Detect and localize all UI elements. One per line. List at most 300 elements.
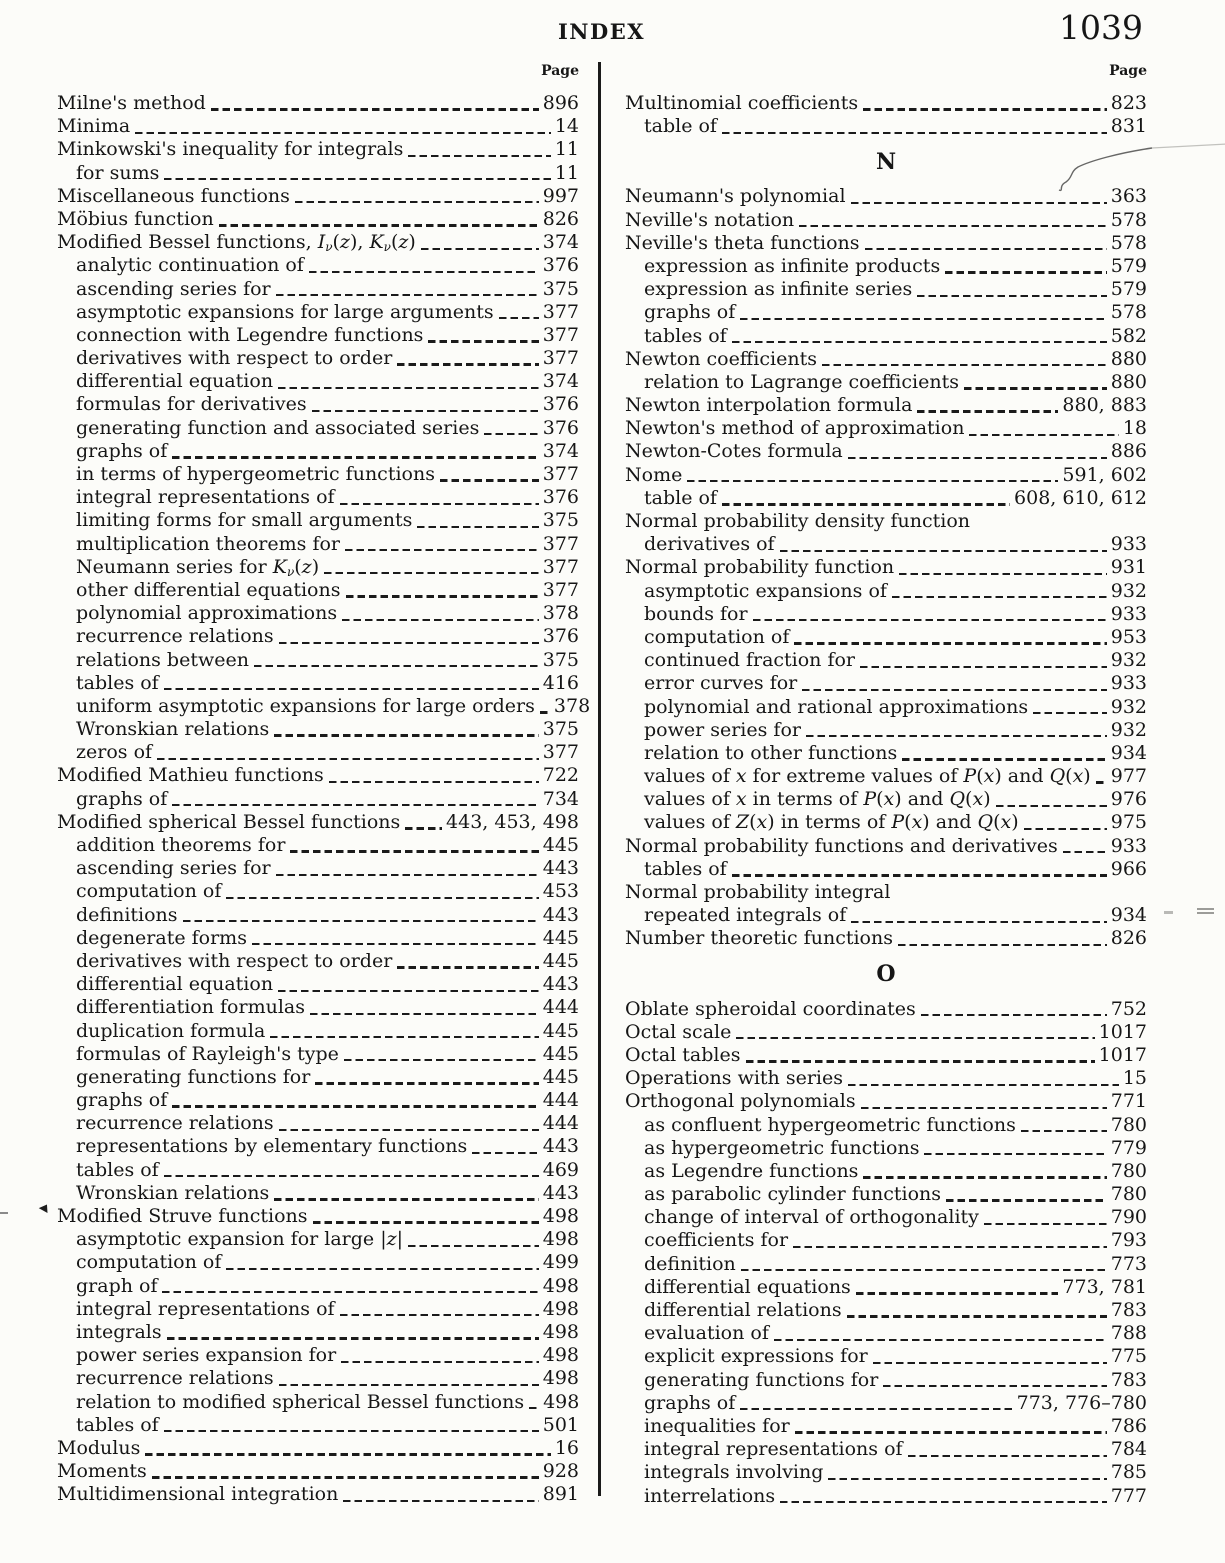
dot-leader: [722, 132, 1107, 134]
dot-leader: [856, 1292, 1059, 1294]
scan-speck: [1164, 911, 1173, 914]
dot-leader: [794, 642, 1106, 644]
index-entry: [57, 1228, 579, 1251]
entry-page-number: 788: [1110, 1322, 1147, 1345]
dot-leader: [848, 1084, 1119, 1086]
dot-leader: [741, 1269, 1107, 1271]
entry-label: Neville's theta functions: [625, 231, 860, 254]
entry-page-number: 775: [1110, 1345, 1147, 1368]
index-entry: [625, 1090, 1147, 1113]
dot-leader: [172, 804, 539, 806]
index-entry: [57, 1020, 579, 1043]
dot-leader: [340, 503, 539, 505]
index-entry: [57, 764, 579, 787]
index-entry: [57, 718, 579, 741]
entry-page-number: 773, 776–780: [1016, 1391, 1147, 1414]
entry-page-number: 826: [542, 207, 579, 230]
entry-page-number: 416: [542, 671, 579, 694]
entry-label: integral representations of: [76, 486, 335, 509]
entry-page-number: 793: [1110, 1229, 1147, 1252]
index-entry: [57, 694, 591, 718]
entry-page-number: 933: [1110, 533, 1147, 556]
entry-label: asymptotic expansion for large |z|: [76, 1228, 404, 1251]
dot-leader: [346, 595, 539, 597]
index-entry: [625, 811, 1147, 834]
index-entry: [57, 324, 579, 347]
entry-page-number: 780: [1110, 1159, 1147, 1182]
entry-label: as hypergeometric functions: [644, 1136, 920, 1159]
dot-leader: [687, 480, 1058, 482]
index-entry: [57, 788, 579, 811]
dot-leader: [167, 1337, 539, 1339]
entry-page-number: 445: [542, 949, 579, 972]
entry-label: Nome: [625, 463, 683, 486]
entry-label: recurrence relations: [76, 625, 274, 648]
index-entry: [57, 1135, 579, 1158]
dot-leader: [324, 572, 539, 574]
entry-label: derivatives with respect to order: [76, 949, 393, 972]
entry-label: representations by elementary functions: [76, 1135, 468, 1158]
index-entry: [57, 1251, 579, 1274]
entry-page-number: 444: [542, 996, 579, 1019]
index-entry: [57, 811, 579, 834]
entry-page-number: 578: [1110, 301, 1147, 324]
entry-label: uniform asymptotic expansions for large orders: [76, 694, 535, 717]
entry-label: formulas of Rayleigh's type: [76, 1042, 339, 1065]
index-entry: [57, 1367, 579, 1390]
entry-page-number: 375: [542, 718, 579, 741]
index-entry: [625, 301, 1147, 324]
entry-page-number: 443: [542, 1135, 579, 1158]
index-entry: [57, 1391, 579, 1414]
index-entry: [57, 880, 579, 903]
entry-label: duplication formula: [76, 1019, 266, 1042]
entry-label: Oblate spheroidal coordinates: [625, 997, 916, 1020]
margin-tick-mark: [39, 1205, 50, 1216]
entry-page-number: 377: [542, 741, 579, 764]
dot-leader: [164, 178, 550, 180]
page-number: 1039: [1059, 8, 1143, 47]
entry-page-number: 375: [542, 509, 579, 532]
entry-page-number: 376: [542, 393, 579, 416]
dot-leader: [219, 224, 539, 226]
index-entry: [57, 1437, 579, 1460]
entry-page-number: 785: [1110, 1461, 1147, 1484]
dot-leader: [908, 1455, 1107, 1457]
entry-page-number: 377: [542, 578, 579, 601]
index-entry: [625, 209, 1147, 232]
dot-leader: [1024, 828, 1107, 830]
dot-leader: [806, 735, 1107, 737]
index-entry: [625, 1415, 1147, 1438]
index-entry: [57, 834, 579, 857]
index-entry: [57, 115, 579, 138]
page-column-label-right: Page: [1109, 63, 1147, 79]
entry-page-number: 498: [542, 1297, 579, 1320]
entry-label: definitions: [76, 903, 178, 926]
entry-label: Neumann's polynomial: [625, 185, 846, 208]
entry-label: as confluent hypergeometric functions: [644, 1113, 1016, 1136]
index-entry: [625, 278, 1147, 301]
dot-leader: [1021, 1130, 1107, 1132]
index-entry: [625, 1392, 1147, 1415]
entry-label: tables of: [76, 1158, 159, 1181]
dot-leader: [274, 734, 538, 736]
dot-leader: [472, 1152, 538, 1154]
dot-leader: [254, 665, 539, 667]
entry-label: tables of: [76, 1413, 159, 1436]
entry-label: as Legendre functions: [644, 1159, 859, 1182]
entry-page-number: 378: [553, 694, 591, 717]
index-entry: [57, 649, 579, 672]
entry-label: differentiation formulas: [76, 996, 305, 1019]
entry-page-number: 376: [542, 625, 579, 648]
entry-page-number: 933: [1110, 672, 1147, 695]
dot-leader: [802, 689, 1106, 691]
entry-page-number: 498: [542, 1274, 579, 1297]
entry-page-number: 445: [542, 834, 579, 856]
dot-leader: [279, 1129, 539, 1131]
entry-label: polynomial approximations: [76, 602, 338, 625]
entry-label: asymptotic expansions of: [644, 579, 887, 602]
entry-label: differential equation: [76, 973, 274, 996]
entry-page-number: 783: [1110, 1368, 1147, 1391]
entry-label: Normal probability density function: [625, 510, 970, 532]
index-entry: [57, 370, 579, 393]
entry-label: as parabolic cylinder functions: [644, 1183, 942, 1206]
dot-leader: [1063, 851, 1107, 853]
left-column: [57, 92, 591, 1506]
dot-leader: [793, 1246, 1107, 1248]
index-entry: [625, 394, 1147, 417]
dot-leader: [345, 549, 539, 551]
entry-page-number: 443: [542, 903, 579, 926]
entry-page-number: 375: [542, 277, 579, 300]
index-entry: [625, 255, 1147, 278]
entry-label: integral representations of: [76, 1297, 335, 1320]
dot-leader: [274, 1198, 538, 1200]
index-entry: [625, 556, 1147, 579]
scan-speck: [1197, 908, 1214, 910]
entry-page-number: 780: [1110, 1183, 1147, 1206]
dot-leader: [964, 387, 1107, 389]
entry-page-number: 734: [542, 787, 579, 810]
dot-leader: [873, 1362, 1107, 1364]
entry-label: Orthogonal polynomials: [625, 1090, 856, 1113]
index-entry: [57, 1344, 579, 1367]
entry-page-number: 966: [1110, 857, 1147, 880]
entry-label: derivatives of: [644, 533, 775, 556]
index-entry: [57, 996, 579, 1019]
dot-leader: [848, 457, 1107, 459]
entry-label: Newton coefficients: [625, 347, 817, 370]
entry-label: Milne's method: [57, 92, 206, 114]
entry-page-number: 18: [1122, 417, 1147, 440]
dot-leader: [397, 966, 538, 968]
index-entry: [625, 742, 1147, 765]
entry-page-number: 933: [1110, 602, 1147, 625]
entry-label: table of: [644, 486, 717, 509]
dot-leader: [883, 1385, 1106, 1387]
entry-page-number: 579: [1110, 254, 1147, 277]
margin-dash-mark: [0, 1212, 8, 1214]
entry-page-number: 880, 883: [1062, 394, 1147, 417]
index-entry: [625, 858, 1147, 881]
entry-label: Multidimensional integration: [57, 1483, 339, 1506]
index-entry: [57, 857, 579, 880]
dot-leader: [902, 758, 1107, 760]
dot-leader: [164, 1430, 539, 1432]
entry-label: Number theoretic functions: [625, 927, 893, 950]
entry-label: repeated integrals of: [644, 904, 847, 927]
index-entry: [625, 788, 1147, 811]
index-entry: [625, 1253, 1147, 1276]
index-entry: [625, 672, 1147, 695]
entry-label: Wronskian relations: [76, 1181, 270, 1204]
entry-page-number: 469: [542, 1158, 579, 1181]
entry-label: Moments: [57, 1460, 147, 1483]
index-entry: [57, 1066, 579, 1089]
index-entry: [625, 1206, 1147, 1229]
index-entry: [625, 510, 1147, 533]
index-entry: [625, 1044, 1147, 1067]
dot-leader: [145, 1453, 550, 1455]
dot-leader: [276, 294, 539, 296]
entry-label: generating functions for: [644, 1368, 879, 1391]
index-entry: [625, 696, 1147, 719]
entry-label: tables of: [644, 857, 727, 880]
index-entry: [57, 231, 579, 254]
entry-label: continued fraction for: [644, 649, 856, 672]
entry-page-number: 1017: [1098, 1043, 1147, 1066]
index-entry: [625, 603, 1147, 626]
entry-page-number: 453: [542, 880, 579, 903]
entry-page-number: 591, 602: [1062, 463, 1147, 486]
index-entry: [625, 765, 1147, 788]
entry-page-number: 443: [542, 1181, 579, 1204]
entry-label: change of interval of orthogonality: [644, 1206, 979, 1229]
entry-page-number: 374: [542, 439, 579, 462]
entry-page-number: 997: [542, 184, 579, 207]
dot-leader: [421, 248, 539, 250]
entry-page-number: 780: [1110, 1113, 1147, 1136]
dot-leader: [270, 1036, 538, 1038]
dot-leader: [736, 1037, 1094, 1039]
entry-label: integrals: [76, 1320, 162, 1343]
entry-label: graphs of: [76, 1089, 168, 1112]
entry-page-number: 784: [1110, 1438, 1147, 1461]
entry-page-number: 578: [1110, 231, 1147, 254]
entry-label: computation of: [76, 880, 222, 903]
index-entry: [625, 1067, 1147, 1090]
entry-page-number: 374: [542, 231, 579, 254]
index-entry: [57, 556, 579, 579]
entry-page-number: 773: [1110, 1252, 1147, 1275]
entry-label: graph of: [76, 1274, 158, 1297]
dot-leader: [1033, 712, 1107, 714]
index-entry: [625, 348, 1147, 371]
entry-page-number: 377: [542, 532, 579, 555]
dot-leader: [162, 1291, 538, 1293]
entry-label: Newton-Cotes formula: [625, 440, 843, 463]
index-entry: [57, 672, 579, 695]
entry-page-number: 578: [1110, 208, 1147, 231]
dot-leader: [865, 248, 1107, 250]
entry-page-number: 374: [542, 370, 579, 393]
dot-leader: [397, 363, 538, 365]
entry-page-number: 928: [542, 1460, 579, 1483]
entry-page-number: 932: [1110, 579, 1147, 602]
entry-label: integral representations of: [644, 1438, 903, 1461]
dot-leader: [295, 201, 539, 203]
index-entry: [625, 440, 1147, 463]
index-entry: [625, 417, 1147, 440]
dot-leader: [740, 318, 1107, 320]
entry-page-number: 498: [542, 1228, 579, 1251]
entry-page-number: 771: [1110, 1090, 1147, 1113]
entry-label: power series for: [644, 718, 801, 741]
dot-leader: [746, 1060, 1095, 1062]
entry-label: analytic continuation of: [76, 254, 304, 277]
dot-leader: [440, 479, 539, 481]
entry-page-number: 777: [1110, 1484, 1147, 1507]
index-entry: [625, 580, 1147, 603]
entry-label: generating function and associated series: [76, 416, 480, 439]
dot-leader: [732, 341, 1107, 343]
entry-label: generating functions for: [76, 1065, 311, 1088]
index-entry: [625, 1137, 1147, 1160]
dot-leader: [898, 944, 1107, 946]
entry-page-number: 880: [1110, 347, 1147, 370]
entry-label: Modulus: [57, 1436, 141, 1459]
dot-leader: [917, 410, 1058, 412]
entry-page-number: 886: [1110, 440, 1147, 463]
dot-leader: [183, 920, 539, 922]
entry-page-number: 443: [542, 973, 579, 996]
dot-leader: [312, 410, 539, 412]
entry-page-number: 933: [1110, 834, 1147, 857]
dot-leader: [996, 805, 1107, 807]
dot-leader: [863, 1176, 1106, 1178]
dot-leader: [732, 874, 1107, 876]
entry-page-number: 14: [554, 115, 579, 138]
dot-leader: [226, 1268, 538, 1270]
index-entry: [57, 1043, 579, 1066]
dot-leader: [984, 1223, 1107, 1225]
entry-page-number: 752: [1110, 997, 1147, 1020]
index-entry: [57, 579, 579, 602]
dot-leader: [946, 1199, 1107, 1201]
dot-leader: [226, 897, 538, 899]
index-entry: [625, 1114, 1147, 1137]
dot-leader: [157, 758, 539, 760]
index-entry: [57, 904, 579, 927]
index-entry: [57, 1275, 579, 1298]
entry-page-number: 377: [542, 347, 579, 370]
index-entry: [625, 1345, 1147, 1368]
entry-label: table of: [644, 115, 717, 138]
entry-page-number: 377: [542, 463, 579, 485]
dot-leader: [211, 108, 539, 110]
index-entry: [57, 185, 579, 208]
entry-label: inequalities for: [644, 1414, 790, 1437]
dot-leader: [722, 503, 1010, 505]
entry-page-number: 444: [542, 1089, 579, 1112]
entry-label: relation to modified spherical Bessel functions: [76, 1390, 525, 1413]
dot-leader: [924, 1153, 1106, 1155]
entry-page-number: 934: [1110, 741, 1147, 764]
dot-leader: [540, 711, 550, 713]
dot-leader: [309, 271, 539, 273]
dot-leader: [945, 271, 1107, 273]
entry-page-number: 377: [542, 555, 579, 578]
entry-page-number: 823: [1110, 92, 1147, 114]
entry-page-number: 15: [1122, 1067, 1147, 1090]
index-entry: [625, 533, 1147, 556]
entry-label: computation of: [644, 625, 790, 648]
entry-page-number: 790: [1110, 1206, 1147, 1229]
dot-leader: [499, 317, 539, 319]
entry-label: connection with Legendre functions: [76, 323, 424, 346]
entry-page-number: 932: [1110, 695, 1147, 718]
dot-leader: [313, 1221, 539, 1223]
dot-leader: [799, 225, 1107, 227]
index-entry: [625, 904, 1147, 927]
entry-label: asymptotic expansions for large arguments: [76, 300, 494, 323]
entry-page-number: 932: [1110, 718, 1147, 741]
index-entry: [57, 417, 579, 440]
dot-leader: [822, 364, 1107, 366]
dot-leader: [279, 642, 539, 644]
index-entry: [625, 1183, 1147, 1206]
entry-page-number: 976: [1110, 788, 1147, 811]
dot-leader: [860, 666, 1107, 668]
index-entry: [625, 487, 1147, 510]
entry-label: Neumann series for Kν(z): [76, 555, 320, 579]
index-entry: [57, 1089, 579, 1112]
dot-leader: [740, 1408, 1012, 1410]
index-entry: [57, 625, 579, 648]
entry-label: evaluation of: [644, 1322, 769, 1345]
entry-page-number: 498: [542, 1320, 579, 1343]
dot-leader: [780, 550, 1107, 552]
entry-page-number: 443: [542, 857, 579, 880]
entry-label: values of Z(x) in terms of P(x) and Q(x): [644, 811, 1019, 834]
entry-label: coefficients for: [644, 1229, 789, 1252]
dot-leader: [1096, 781, 1107, 783]
dot-leader: [969, 434, 1118, 436]
dot-leader: [276, 874, 539, 876]
dot-leader: [484, 433, 538, 435]
index-entry: [57, 602, 579, 625]
dot-leader: [252, 943, 539, 945]
entry-page-number: 501: [542, 1413, 579, 1436]
entry-page-number: 498: [543, 1390, 580, 1413]
index-entry: [57, 1460, 579, 1483]
entry-label: graphs of: [644, 301, 736, 324]
dot-leader: [172, 1105, 539, 1107]
entry-label: expression as infinite products: [644, 254, 941, 277]
entry-label: differential equations: [644, 1275, 851, 1298]
section-heading-O: [625, 951, 1147, 998]
entry-label: Modified Bessel functions, Iν(z), Kν(z): [57, 231, 416, 255]
index-entry: [57, 440, 579, 463]
entry-page-number: 1017: [1098, 1020, 1147, 1043]
index-entry: [625, 1276, 1147, 1299]
entry-label: other differential equations: [76, 578, 341, 601]
pen-squiggle-mark: [1040, 138, 1225, 200]
entry-label: interrelations: [644, 1484, 776, 1507]
